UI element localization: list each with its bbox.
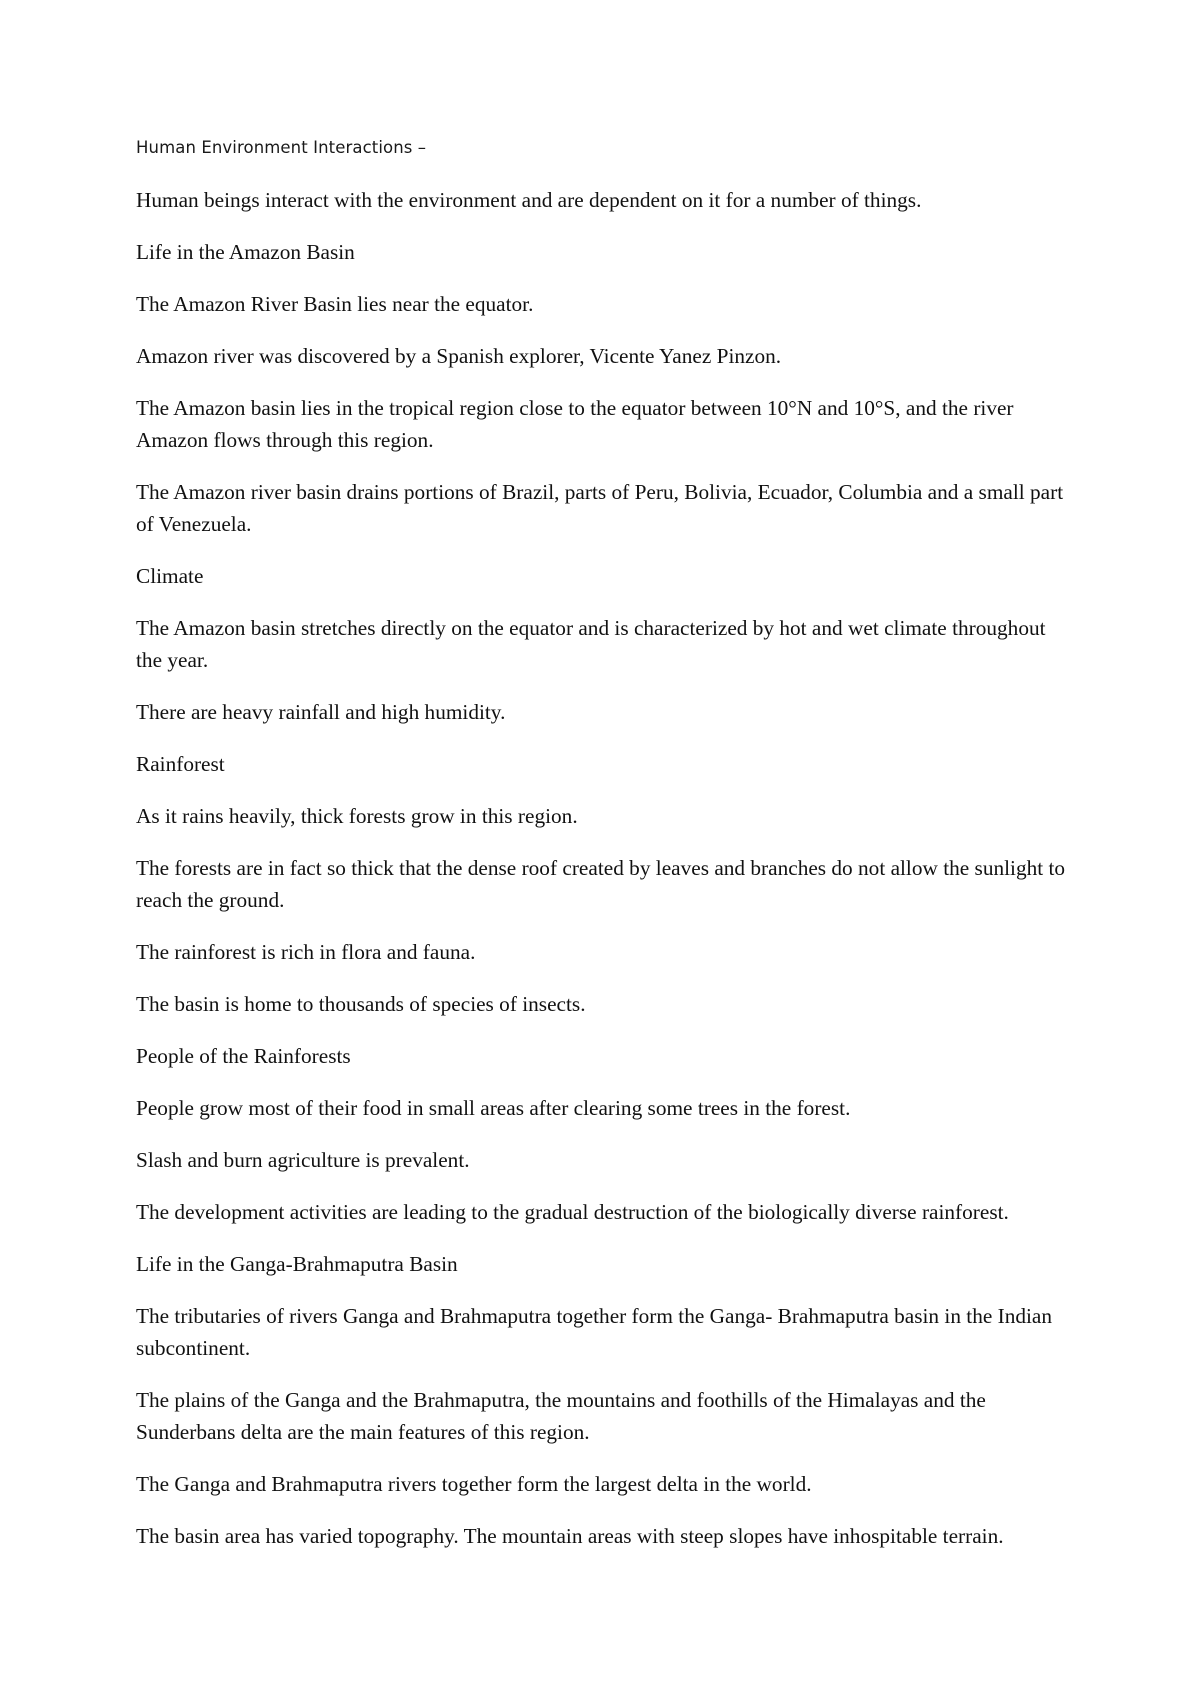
section-heading-people-of-rainforests: People of the Rainforests <box>136 1044 351 1068</box>
paragraph: The Amazon basin lies in the tropical region close to the equator between 10°N and 10°S, and the river Amazon flows through this region. <box>136 396 1014 452</box>
section-heading-ganga-brahmaputra-basin: Life in the Ganga-Brahmaputra Basin <box>136 1252 458 1276</box>
paragraph: Slash and burn agriculture is prevalent. <box>136 1148 470 1172</box>
paragraph: The basin is home to thousands of species of insects. <box>136 992 586 1016</box>
paragraph: The forests are in fact so thick that the dense roof created by leaves and branches do not allow the sunlight to reach the ground. <box>136 856 1066 912</box>
paragraph: People grow most of their food in small areas after clearing some trees in the forest. <box>136 1096 851 1120</box>
paragraph: Human beings interact with the environment and are dependent on it for a number of things. <box>136 188 922 212</box>
document-title: Human Environment Interactions – <box>136 138 427 157</box>
paragraph: There are heavy rainfall and high humidity. <box>136 700 506 724</box>
section-heading-rainforest: Rainforest <box>136 752 225 776</box>
paragraph: The rainforest is rich in flora and fauna. <box>136 940 476 964</box>
section-heading-climate: Climate <box>136 564 204 588</box>
paragraph: The Amazon river basin drains portions of Brazil, parts of Peru, Bolivia, Ecuador, Columbia and a small part of Venezuela. <box>136 480 1064 536</box>
paragraph: The tributaries of rivers Ganga and Brahmaputra together form the Ganga- Brahmaputra basin in the Indian subcontinent. <box>136 1304 1053 1360</box>
paragraph: The basin area has varied topography. The mountain areas with steep slopes have inhospitable terrain. <box>136 1524 1004 1548</box>
paragraph: Amazon river was discovered by a Spanish explorer, Vicente Yanez Pinzon. <box>136 344 782 368</box>
section-heading-amazon-basin: Life in the Amazon Basin <box>136 240 355 264</box>
document-body <box>136 132 1076 1572</box>
paragraph: The Amazon River Basin lies near the equator. <box>136 292 534 316</box>
paragraph: The development activities are leading to the gradual destruction of the biologically diverse rainforest. <box>136 1200 1009 1224</box>
paragraph: The plains of the Ganga and the Brahmaputra, the mountains and foothills of the Himalayas and the Sunderbans delta are the main features of this region. <box>136 1388 986 1444</box>
paragraph: The Ganga and Brahmaputra rivers together form the largest delta in the world. <box>136 1472 812 1496</box>
paragraph: The Amazon basin stretches directly on the equator and is characterized by hot and wet climate throughout the year. <box>136 616 1046 672</box>
paragraph: As it rains heavily, thick forests grow in this region. <box>136 804 578 828</box>
